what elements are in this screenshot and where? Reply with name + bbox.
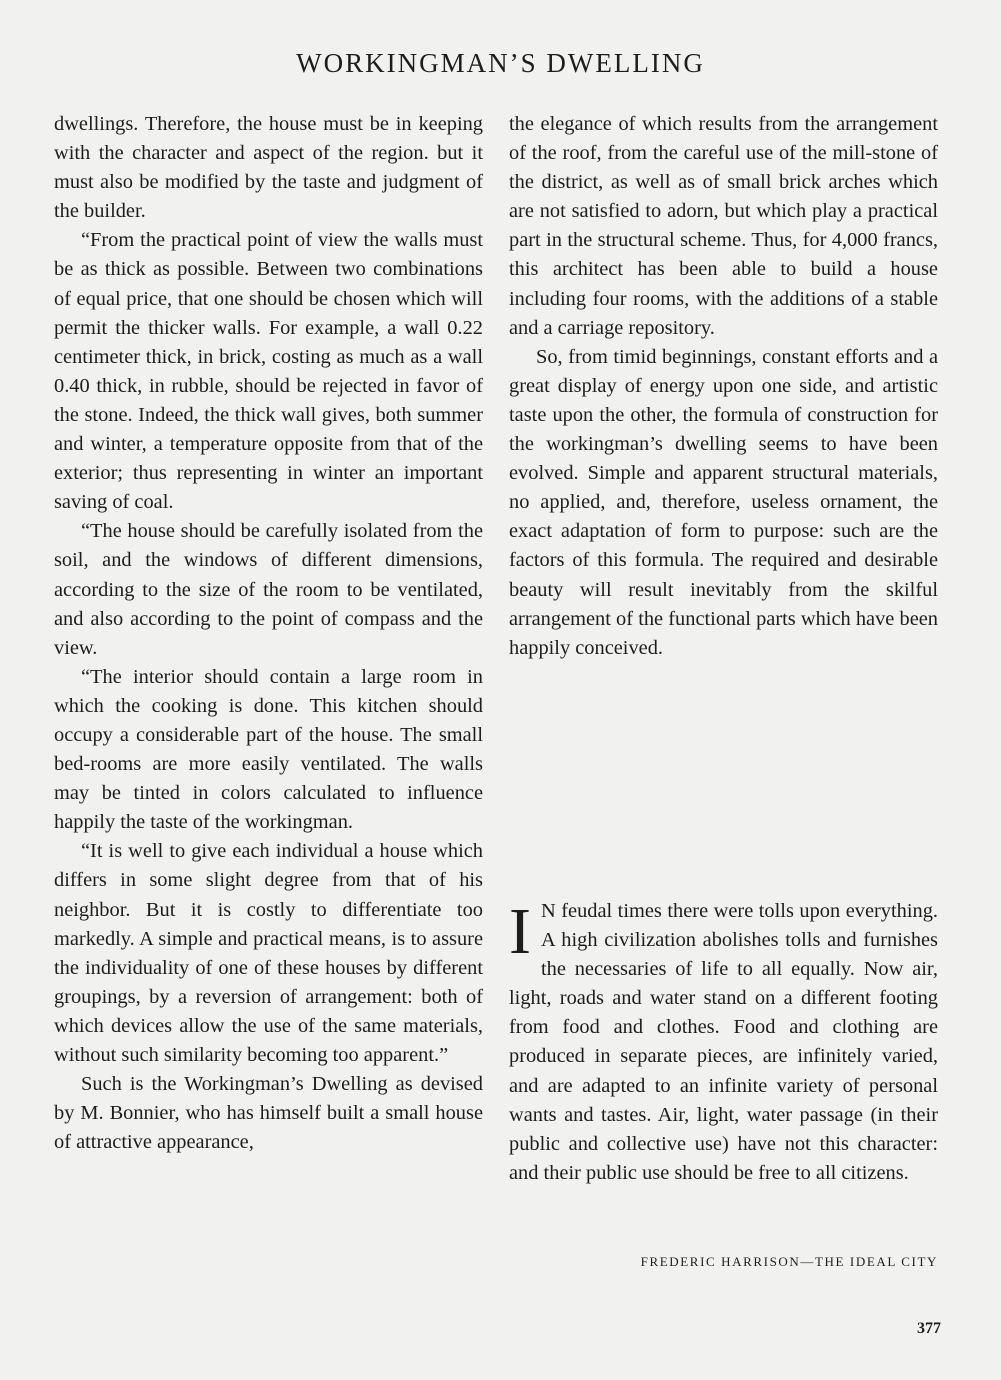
paragraph: Such is the Workingman’s Dwelling as devised by M. Bonnier, who has himself built a small house of attractive appearance,: [54, 1073, 483, 1154]
paragraph: the elegance of which results from the arrangement of the roof, from the careful use of the mill-stone of the district, as well as of small brick arches which are not satisfied to adorn, but which play a practical part in the structural scheme. Thus, for 4,000 francs, this architect has been able to build a house including four rooms, with the additions of a stable and a carriage repository.: [509, 113, 938, 339]
page-title: WORKINGMAN’S DWELLING: [296, 48, 705, 78]
paragraph: “The interior should contain a large room in which the cooking is done. This kitchen should occupy a considerable part of the house. The small bed-rooms are more easily ventilated. The walls may be tinted in colors calculated to influence happily the taste of the workingman.: [54, 665, 483, 834]
paragraph: “From the practical point of view the walls must be as thick as possible. Between two combinations of equal price, that one should be chosen which will permit the thicker walls. For example, a wall 0.22 centimeter thick, in brick, costing as much as a wall 0.40 thick, in rubble, should be rejected in favor of the stone. Indeed, the thick wall gives, both summer and winter, a temperature opposite from that of the exterior; thus representing in winter an important saving of coal.: [54, 229, 483, 514]
page-number: 377: [917, 1320, 941, 1337]
quotation-body: N feudal times there were tolls upon everything. A high civilization abolishes tolls and furnishes the necessaries of life to all equally. Now air, light, roads and water stand on a different footing from food and clothes. Food and clothing are produced in separate pieces, are infinitely varied, and are adapted to an infinite variety of personal wants and tastes. Air, light, water passage (in their public and collective use) have not this character: and their public use should be free to all citizens.: [509, 900, 938, 1184]
paragraph: “It is well to give each individual a house which differs in some slight degree from that of his neighbor. But it is costly to differentiate too markedly. A simple and practical means, is to assure the individuality of one of these houses by different groupings, by a reversion of arrangement: both of which devices allow the use of the same materials, without such similarity becoming too apparent.”: [54, 840, 483, 1066]
drop-cap: I: [509, 895, 531, 968]
quotation-text: [509, 897, 938, 1188]
quotation-block: [509, 897, 938, 1188]
left-column: [54, 110, 483, 1157]
paragraph: dwellings. Therefore, the house must be in keeping with the character and aspect of the region. but it must also be modified by the taste and judgment of the builder.: [54, 113, 483, 223]
paragraph: “The house should be carefully isolated from the soil, and the windows of different dimensions, according to the size of the room to be ventilated, and also according to the point of compass and the view.: [54, 520, 483, 659]
paragraph: So, from timid beginnings, constant efforts and a great display of energy upon one side, and artistic taste upon the other, the formula of construction for the workingman’s dwelling seems to have been evolved. Simple and apparent structural materials, no applied, and, therefore, useless ornament, the exact adaptation of form to purpose: such are the factors of this formula. The required and desirable beauty will result inevitably from the skilful arrangement of the functional parts which have been happily conceived.: [509, 345, 938, 659]
right-column: [509, 110, 938, 663]
quotation-attribution: FREDERIC HARRISON—THE IDEAL CITY: [640, 1254, 938, 1269]
